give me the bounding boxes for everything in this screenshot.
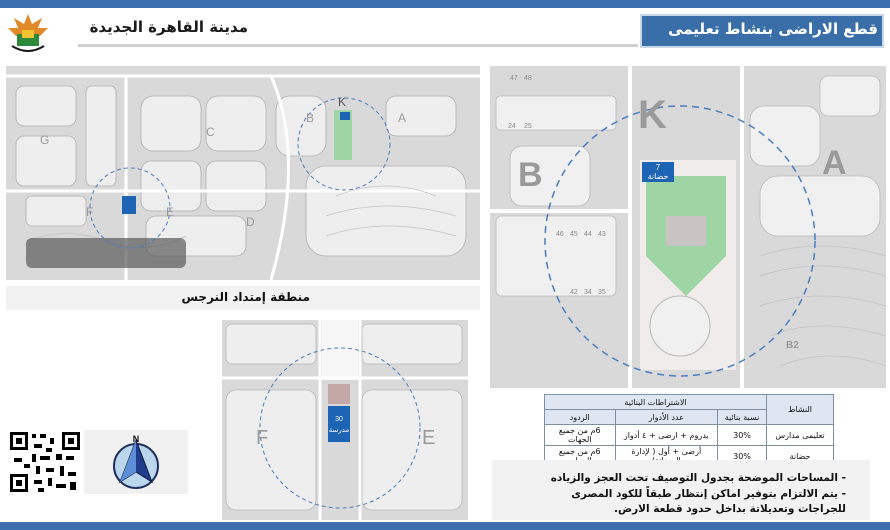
school-plot-number: 30	[335, 416, 343, 423]
right-map-zone-b: B	[518, 156, 543, 194]
notes-panel	[492, 460, 870, 520]
qr-code	[10, 432, 80, 492]
north-label: N	[132, 434, 140, 444]
plot-number: 44	[584, 231, 592, 238]
row-floors: بدروم + ارضى + ٤ أدوار	[615, 425, 718, 446]
overview-caption: منطقة إمتداد النرجس	[181, 290, 310, 304]
overview-zone-g: G	[40, 133, 50, 147]
row-activity: حضانة	[767, 446, 834, 467]
north-arrow-icon	[104, 432, 168, 492]
note-line: للجراجات وتعديلاتة بداخل حدود قطعة الارض.	[613, 503, 846, 515]
row-coverage: 30%	[718, 446, 767, 467]
overview-zone-a: A	[398, 111, 407, 125]
plot-number: 24	[508, 123, 516, 130]
right-map-zone-a: A	[822, 144, 847, 182]
header-floors: عدد الأدوار	[615, 410, 718, 425]
plot-number: 42	[570, 289, 578, 296]
school-map-zone-f: F	[256, 427, 269, 449]
building-conditions-table	[544, 394, 834, 467]
school-map-zone-e: E	[422, 427, 436, 449]
overview-zone-c: C	[206, 125, 215, 139]
note-line: - المساحات الموضحة بجدول التوصيف تحت العجز والزياده	[550, 472, 846, 484]
row-floors: أرضى + أول ( لإدارة	[615, 446, 718, 467]
header-building-conditions: الاشتراطات البنائية	[545, 395, 767, 410]
header-coverage: نسبة بنائية	[718, 410, 767, 425]
nursery-plot-map	[490, 66, 886, 388]
header-activity: النشاط	[767, 395, 834, 425]
plot-number: 25	[524, 123, 532, 130]
city-name: مدينة القاهرة الجديدة	[89, 18, 248, 36]
right-map-zone-k: K	[638, 93, 667, 137]
nursery-plot-number: 7	[655, 163, 661, 172]
overview-zone-k: K	[338, 95, 347, 109]
plot-number: 34	[584, 289, 592, 296]
row-coverage: 30%	[718, 425, 767, 446]
plot-number: 35	[598, 289, 606, 296]
overview-zone-d: D	[246, 215, 255, 229]
header-divider	[78, 44, 638, 47]
page-title: قطع الاراضى بنشاط تعليمى	[668, 20, 878, 38]
top-bar	[0, 0, 890, 8]
header-setbacks: الردود	[545, 410, 616, 425]
row-setbacks: 6م من جميع	[545, 446, 616, 467]
bottom-bar	[0, 522, 890, 530]
plot-number: 46	[556, 231, 564, 238]
overview-zone-e: E	[166, 205, 175, 219]
overview-zone-b: B	[306, 111, 315, 125]
note-line: - يتم الالتزام بتوفير اماكن إنتظار طبقاً للكود المصرى	[571, 488, 846, 500]
city-logo	[8, 12, 48, 54]
plot-number: 43	[598, 231, 606, 238]
table-row	[545, 425, 834, 446]
overview-map	[6, 66, 480, 280]
right-map-zone-b2: B2	[786, 340, 799, 351]
school-plot-map	[222, 320, 468, 520]
plot-number: 48	[524, 75, 532, 82]
row-setbacks: 6م من جميع الجهات	[545, 425, 616, 446]
nursery-plot-label: حضانة	[647, 172, 669, 181]
plot-number: 47	[510, 75, 518, 82]
school-plot-label: مدرسة	[328, 426, 350, 434]
row-activity: تعليمى مدارس	[767, 425, 834, 446]
plot-number: 45	[570, 231, 578, 238]
overview-zone-f: F	[86, 205, 94, 219]
